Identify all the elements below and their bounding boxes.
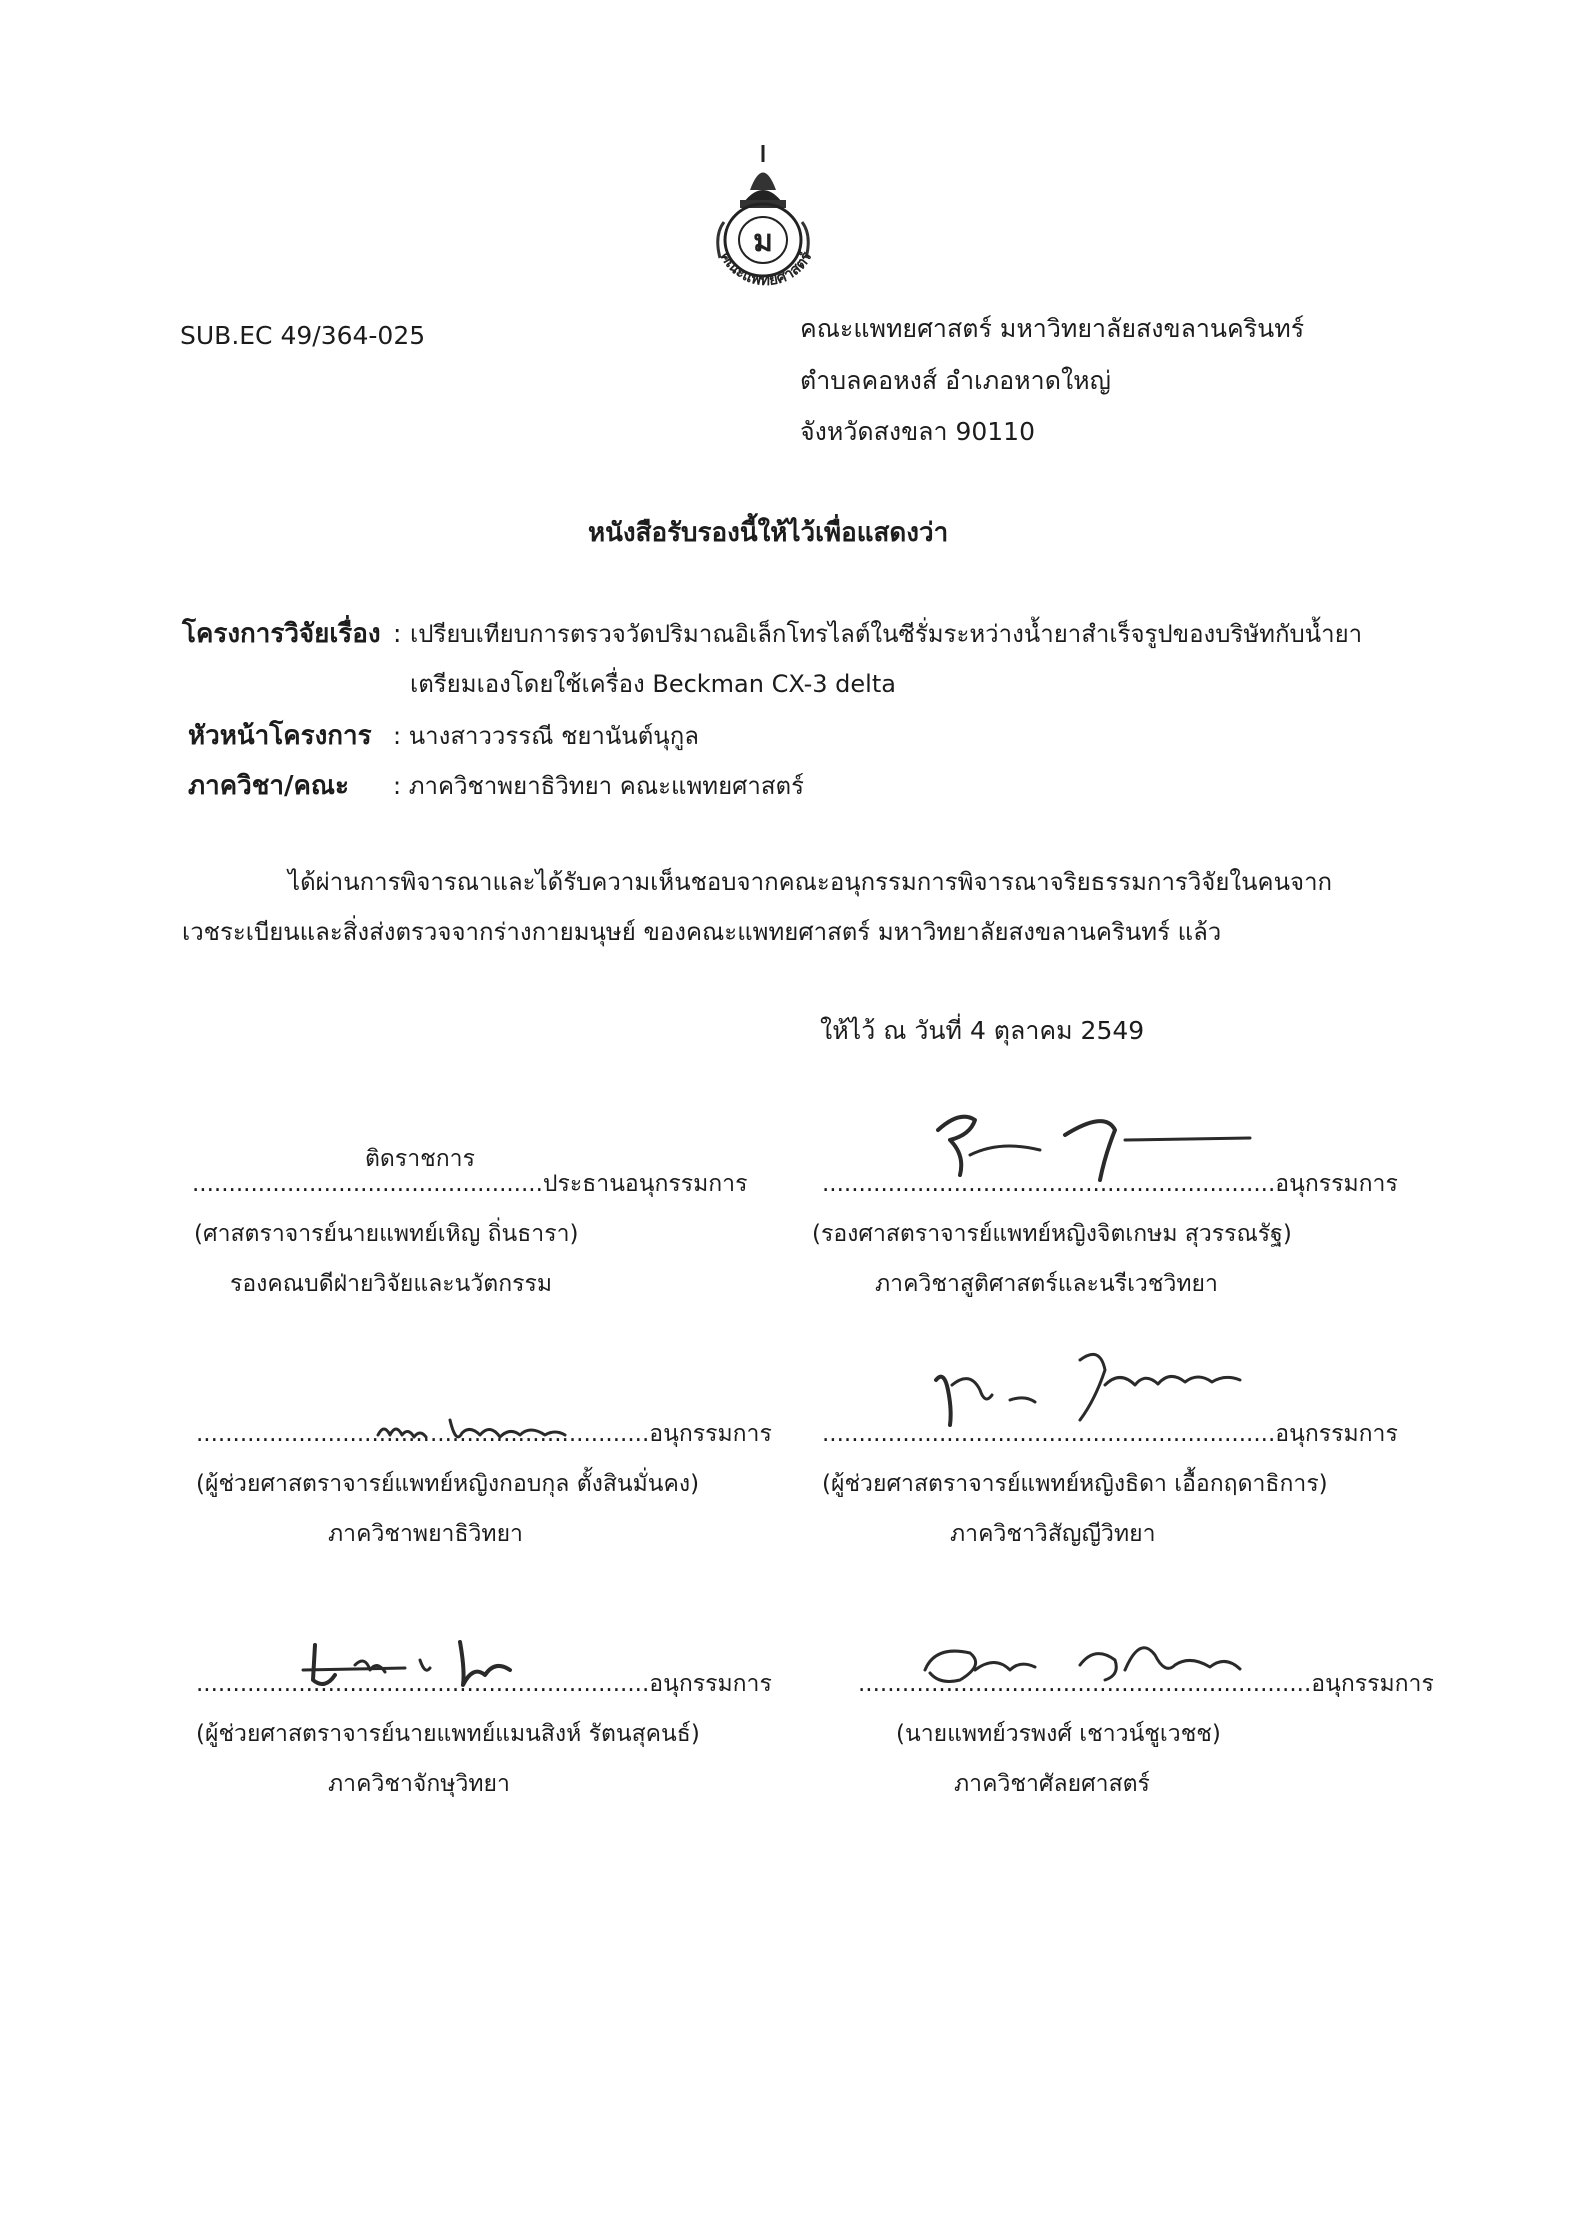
signature-line-4: ..............................................................อนุกรรมการ	[822, 1421, 1398, 1447]
seal-text: คณะแพทยศาสตร์	[716, 248, 816, 290]
signatory-name-4: (ผู้ช่วยศาสตราจารย์แพทย์หญิงธิดา เอื้อกฤดาธิการ)	[822, 1471, 1328, 1497]
signatory-position-6: ภาควิชาศัลยศาสตร์	[954, 1771, 1150, 1797]
signature-line-5: ..............................................................อนุกรรมการ	[196, 1671, 772, 1697]
signatory-position-1: รองคณบดีฝ่ายวิจัยและนวัตกรรม	[230, 1271, 553, 1297]
reference-number: SUB.EC 49/364-025	[180, 321, 426, 350]
head-label: หัวหน้าโครงการ	[188, 721, 372, 751]
address-line-2: ตำบลคอหงส์ อำเภอหาดใหญ่	[800, 366, 1111, 395]
project-title-line-1: เปรียบเทียบการตรวจวัดปริมาณอิเล็กโทรไลต์ในซีรั่มระหว่างน้ำยาสำเร็จรูปของบริษัทกับน้ำยา	[410, 620, 1363, 648]
svg-text:ม: ม	[753, 224, 773, 259]
issue-date: ให้ไว้ ณ วันที่ 4 ตุลาคม 2549	[820, 1016, 1145, 1045]
faculty-seal-icon	[688, 140, 838, 310]
signatory-name-2: (รองศาสตราจารย์แพทย์หญิงจิตเกษม สุวรรณรัฐ)	[812, 1221, 1292, 1247]
dept-value: : ภาควิชาพยาธิวิทยา คณะแพทยศาสตร์	[393, 772, 804, 800]
away-note: ติดราชการ	[365, 1146, 475, 1172]
signatory-name-6: (นายแพทย์วรพงศ์ เชาวน์ชูเวชช)	[896, 1721, 1221, 1747]
dept-label: ภาควิชา/คณะ	[188, 771, 349, 801]
signatory-name-3: (ผู้ช่วยศาสตราจารย์แพทย์หญิงกอบกุล ตั้งสินมั่นคง)	[196, 1471, 700, 1497]
signature-line-3: ..............................................................อนุกรรมการ	[196, 1421, 772, 1447]
signature-line-6: ..............................................................อนุกรรมการ	[858, 1671, 1434, 1697]
signatory-name-5: (ผู้ช่วยศาสตราจารย์นายแพทย์แมนสิงห์ รัตนสุคนธ์)	[196, 1721, 700, 1747]
signatory-position-3: ภาควิชาพยาธิวิทยา	[328, 1521, 523, 1547]
signatory-name-1: (ศาสตราจารย์นายแพทย์เหิญ ถิ่นธารา)	[194, 1221, 579, 1247]
signatory-position-4: ภาควิชาวิสัญญีวิทยา	[950, 1521, 1156, 1547]
document-title: หนังสือรับรองนี้ให้ไว้เพื่อแสดงว่า	[588, 518, 949, 548]
body-line-1: ได้ผ่านการพิจารณาและได้รับความเห็นชอบจากคณะอนุกรรมการพิจารณาจริยธรรมการวิจัยในคนจาก	[288, 868, 1333, 896]
signatory-position-2: ภาควิชาสูติศาสตร์และนรีเวชวิทยา	[875, 1271, 1218, 1297]
address-line-1: คณะแพทยศาสตร์ มหาวิทยาลัยสงขลานครินทร์	[800, 314, 1305, 343]
signatory-position-5: ภาควิชาจักษุวิทยา	[328, 1771, 510, 1797]
address-line-3: จังหวัดสงขลา 90110	[800, 417, 1035, 446]
head-value: : นางสาววรรณี ชยานันต์นุกูล	[393, 722, 699, 750]
project-separator: :	[393, 619, 402, 648]
project-label: โครงการวิจัยเรื่อง	[182, 619, 381, 649]
signature-line-chairman: ................................................ประธานอนุกรรมการ	[192, 1171, 748, 1197]
body-line-2: เวชระเบียนและสิ่งส่งตรวจจากร่างกายมนุษย์ ของคณะแพทยศาสตร์ มหาวิทยาลัยสงขลานครินทร์ แล้ว	[182, 918, 1222, 946]
signature-line-2: ..............................................................อนุกรรมการ	[822, 1171, 1398, 1197]
project-title-line-2: เตรียมเองโดยใช้เครื่อง Beckman CX-3 delta	[410, 670, 896, 698]
